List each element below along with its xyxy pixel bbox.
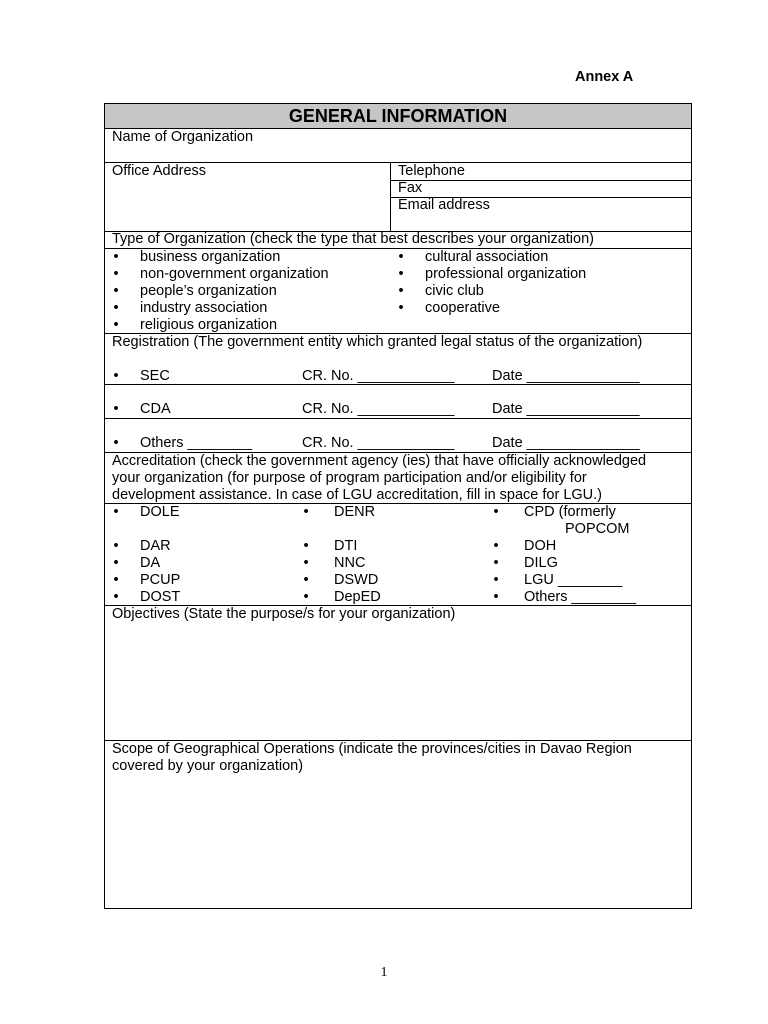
registration-entity[interactable]: SEC: [140, 368, 170, 384]
bullet-icon: •: [303, 504, 309, 520]
telephone-divider: [390, 180, 691, 181]
accreditation-option[interactable]: DepED: [334, 589, 381, 605]
bullet-icon: •: [398, 300, 404, 316]
bullet-icon: •: [113, 317, 119, 333]
bullet-icon: •: [113, 266, 119, 282]
registration-entity[interactable]: CDA: [140, 401, 171, 417]
registration-cr-no[interactable]: CR. No. ____________: [302, 368, 455, 384]
registration-date[interactable]: Date ______________: [492, 435, 640, 451]
accreditation-option[interactable]: DILG: [524, 555, 558, 571]
accreditation-option[interactable]: DOLE: [140, 504, 180, 520]
general-information-form: [104, 103, 692, 909]
type-of-organization-header-row: [105, 231, 691, 248]
bullet-icon: •: [113, 572, 119, 588]
registration-row-others: [105, 418, 691, 452]
bullet-icon: •: [398, 283, 404, 299]
type-of-organization-options: [105, 248, 691, 333]
accreditation-options: [105, 503, 691, 605]
bullet-icon: •: [303, 572, 309, 588]
bullet-icon: •: [303, 589, 309, 605]
bullet-icon: •: [113, 555, 119, 571]
accreditation-option[interactable]: DENR: [334, 504, 376, 520]
registration-date[interactable]: Date ______________: [492, 368, 640, 384]
bullet-icon: •: [113, 300, 119, 316]
accreditation-option[interactable]: DOST: [140, 589, 181, 605]
bullet-icon: •: [113, 589, 119, 605]
type-option[interactable]: business organization: [140, 249, 281, 265]
name-of-organization-label: Name of Organization: [112, 129, 254, 145]
registration-header: Registration (The government entity which granted legal status of the organization): [112, 334, 643, 350]
objectives-label: Objectives (State the purpose/s for your organization): [112, 606, 456, 622]
accreditation-option[interactable]: DTI: [334, 538, 358, 554]
bullet-icon: •: [113, 538, 119, 554]
registration-cr-no[interactable]: CR. No. ____________: [302, 435, 455, 451]
bullet-icon: •: [113, 401, 119, 417]
bullet-icon: •: [398, 266, 404, 282]
type-option[interactable]: non-government organization: [140, 266, 329, 282]
registration-date[interactable]: Date ______________: [492, 401, 640, 417]
bullet-icon: •: [398, 249, 404, 265]
accreditation-option[interactable]: DOH: [524, 538, 557, 554]
accreditation-header-row: [105, 452, 691, 503]
annex-label: Annex A: [575, 69, 634, 85]
telephone-label: Telephone: [398, 163, 465, 179]
bullet-icon: •: [493, 572, 499, 588]
page-number: 1: [380, 965, 388, 980]
accreditation-option-continuation: POPCOM: [565, 521, 630, 537]
type-option[interactable]: religious organization: [140, 317, 278, 333]
type-option[interactable]: cultural association: [425, 249, 549, 265]
accreditation-option[interactable]: PCUP: [140, 572, 181, 588]
bullet-icon: •: [303, 538, 309, 554]
bullet-icon: •: [493, 504, 499, 520]
type-option[interactable]: industry association: [140, 300, 268, 316]
bullet-icon: •: [493, 555, 499, 571]
registration-row-cda: [105, 384, 691, 418]
email-label: Email address: [398, 197, 490, 213]
registration-cr-no[interactable]: CR. No. ____________: [302, 401, 455, 417]
bullet-icon: •: [113, 283, 119, 299]
registration-row-sec: [105, 333, 691, 384]
accreditation-option[interactable]: NNC: [334, 555, 366, 571]
office-address-row: [105, 162, 691, 231]
scope-label-line: covered by your organization): [112, 758, 304, 774]
name-of-organization-row[interactable]: [105, 128, 691, 162]
scope-label-line: Scope of Geographical Operations (indicate the provinces/cities in Davao Region: [112, 741, 632, 757]
accreditation-option[interactable]: CPD (formerly: [524, 504, 616, 520]
bullet-icon: •: [303, 555, 309, 571]
accreditation-option[interactable]: DSWD: [334, 572, 379, 588]
type-of-organization-header: Type of Organization (check the type that best describes your organization): [112, 231, 594, 247]
accreditation-header-line: your organization (for purpose of program participation and/or eligibility for: [112, 470, 587, 486]
bullet-icon: •: [113, 249, 119, 265]
scope-row[interactable]: [105, 740, 691, 908]
bullet-icon: •: [493, 538, 499, 554]
registration-entity[interactable]: Others ________: [140, 435, 253, 451]
accreditation-option[interactable]: DAR: [140, 538, 171, 554]
bullet-icon: •: [493, 589, 499, 605]
objectives-row[interactable]: [105, 605, 691, 740]
bullet-icon: •: [113, 435, 119, 451]
bullet-icon: •: [113, 368, 119, 384]
accreditation-option[interactable]: Others ________: [524, 589, 637, 605]
type-option[interactable]: people’s organization: [140, 283, 277, 299]
office-address-label: Office Address: [112, 163, 207, 179]
fax-label: Fax: [398, 180, 423, 196]
type-option[interactable]: cooperative: [425, 300, 500, 316]
accreditation-option[interactable]: LGU ________: [524, 572, 623, 588]
bullet-icon: •: [113, 504, 119, 520]
accreditation-option[interactable]: DA: [140, 555, 161, 571]
type-option[interactable]: civic club: [425, 283, 484, 299]
accreditation-header-line: development assistance. In case of LGU accreditation, fill in space for LGU.): [112, 487, 603, 503]
type-option[interactable]: professional organization: [425, 266, 587, 282]
accreditation-header-line: Accreditation (check the government agency (ies) that have officially acknowledged: [112, 453, 647, 469]
form-title: GENERAL INFORMATION: [105, 104, 691, 128]
